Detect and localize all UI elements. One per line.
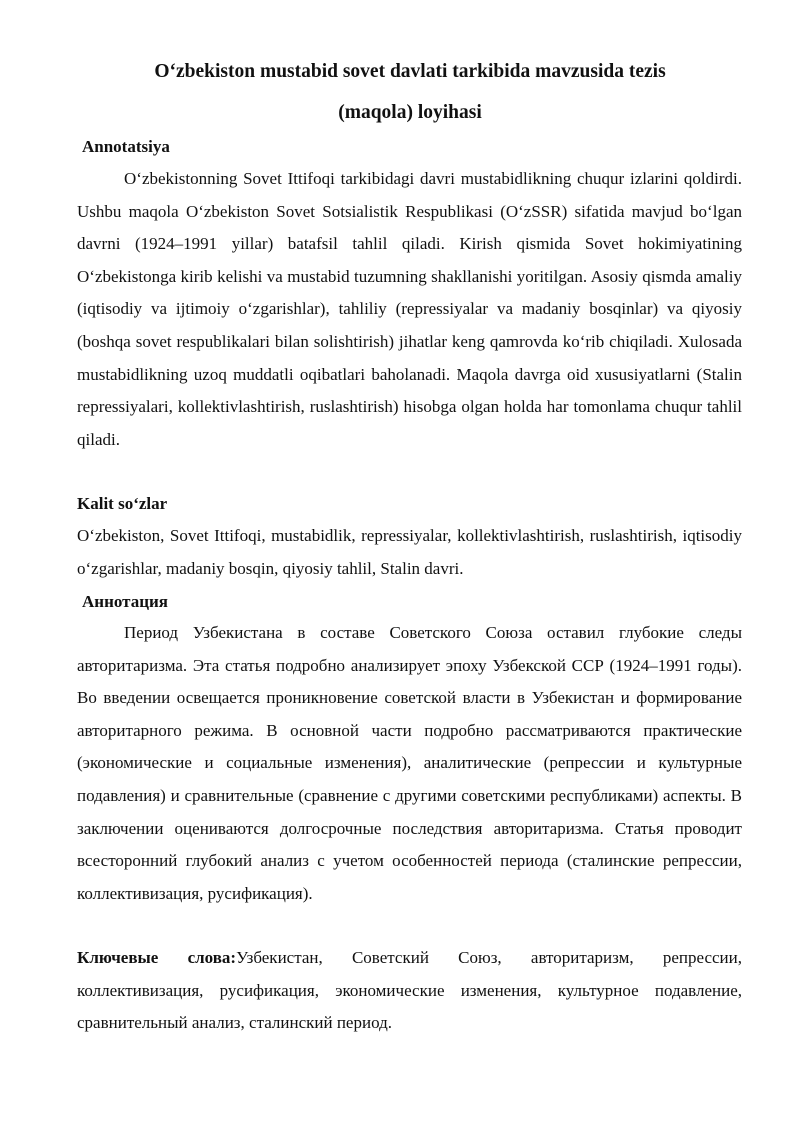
- ru-keywords-label: Ключевые слова:: [77, 948, 237, 967]
- uz-keywords-heading: Kalit so‘zlar: [77, 494, 168, 513]
- ru-annotation-text: Период Узбекистана в составе Советского Союза оставил глубокие следы авторитаризма. Эта статья подробно анализирует эпоху Узбекской ССР (1924–1991 годы). Во введении освещается проникновение советской власти в Узбекистан и формирование авторитарного режима. В основной части подробно рассматриваются практические (экономические и социальные изменения), аналитические (репрессии и культурные подавления) и сравнительные (сравнение с другими советскими республиками) аспекты. В заключении оцениваются долгосрочные последствия авторитаризма. Статья проводит всесторонний глубокий анализ с учетом особенностей периода (сталинские репрессии, коллективизация, русификация).: [77, 623, 742, 903]
- ru-keywords-paragraph: [77, 942, 742, 1040]
- uz-keywords-text: O‘zbekiston, Sovet Ittifoqi, mustabidlik, repressiyalar, kollektivlashtirish, ruslashtirish, iqtisodiy o‘zgarishlar, madaniy bosqin, qiyosiy tahlil, Stalin davri.: [77, 526, 742, 578]
- document-title-line-1: O‘zbekiston mustabid sovet davlati tarkibida mavzusida tezis: [154, 61, 666, 82]
- ru-keywords-text: Узбекистан, Советский Союз, авторитаризм, репрессии, коллективизация, русификация, экономические изменения, культурное подавление, сравнительный анализ, сталинский период.: [77, 948, 742, 1033]
- ru-annotation-heading: Аннотация: [82, 592, 168, 611]
- document-title-line-2: (maqola) loyihasi: [338, 102, 482, 123]
- uz-annotation-text: O‘zbekistonning Sovet Ittifoqi tarkibidagi davri mustabidlikning chuqur izlarini qoldirdi. Ushbu maqola O‘zbekiston Sovet Sotsialistik Respublikasi (O‘zSSR) sifatida mavjud bo‘lgan davrni (1924–1991 yillar) batafsil tahlil qiladi. Kirish qismida Sovet hokimiyatining O‘zbekistonga kirib kelishi va mustabid tuzumning shakllanishi yoritilgan. Asosiy qismda amaliy (iqtisodiy va ijtimoiy o‘zgarishlar), tahliliy (repressiyalar va madaniy bosqinlar) va qiyosiy (boshqa sovet respublikalari bilan solishtirish) jihatlar keng qamrovda ko‘rib chiqiladi. Xulosada mustabidlikning uzoq muddatli oqibatlari baholanadi. Maqola davrga oid xususiyatlarni (Stalin repressiyalari, kollektivlashtirish, ruslashtirish) hisobga olgan holda har tomonlama chuqur tahlil qiladi.: [77, 169, 742, 449]
- uz-annotation-heading: Annotatsiya: [82, 137, 170, 156]
